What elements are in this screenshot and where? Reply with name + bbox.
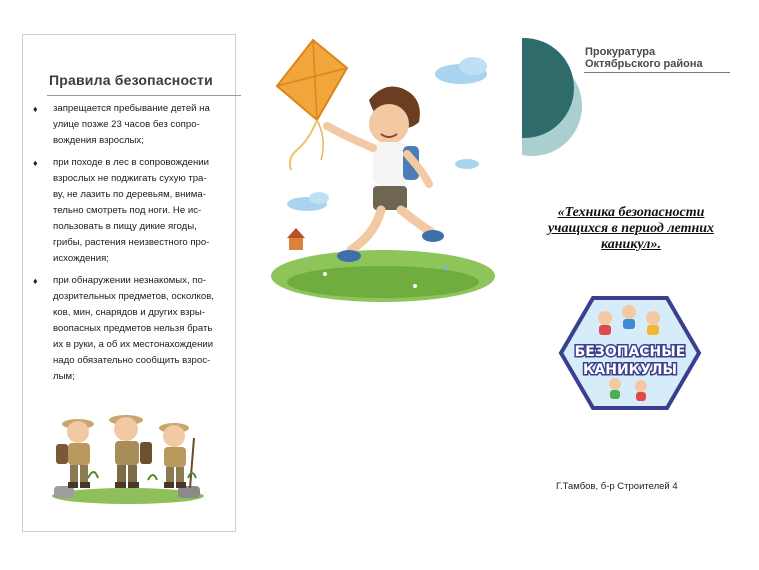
diamond-bullet-icon: ♦ xyxy=(33,276,38,286)
rule-line: тельно смотреть под ноги. Не ис- xyxy=(53,205,202,216)
rule-line: грибы, растения неизвестного про- xyxy=(53,237,210,248)
office-line-2: Октябрьского района xyxy=(585,58,703,70)
rule-line: их в руки, а об их местонахождении xyxy=(53,339,214,350)
safe-holidays-badge xyxy=(557,294,703,412)
rule-line: дозрительных предметов, осколков, xyxy=(53,291,214,302)
prosecutor-office-title xyxy=(585,46,703,70)
title-divider xyxy=(47,95,241,96)
rule-line: воопасных предметов нельзя брать xyxy=(53,323,213,334)
brochure-headline xyxy=(525,205,737,253)
badge-line-1: БЕЗОПАСНЫЕ xyxy=(574,344,686,360)
address: Г.Тамбов, б-р Строителей 4 xyxy=(556,481,678,492)
decorative-circles xyxy=(522,36,584,158)
panel-title: Правила безопасности xyxy=(49,72,213,88)
rules-list xyxy=(33,101,233,391)
rule-line: вождения взрослых; xyxy=(53,135,144,146)
rule-line: надо обязательно сообщить взрос- xyxy=(53,355,211,366)
office-line-1: Прокуратура xyxy=(585,46,656,58)
rule-item xyxy=(33,155,233,267)
rule-line: запрещается пребывание детей на xyxy=(53,103,210,114)
rule-item xyxy=(33,101,233,149)
hiking-kids-illustration xyxy=(48,408,206,504)
office-divider xyxy=(584,72,730,73)
rule-line: ков, мин, снарядов и других взры- xyxy=(53,307,205,318)
rule-line: при обнаружении незнакомых, по- xyxy=(53,275,207,286)
rule-line: исхождения; xyxy=(53,253,109,264)
boy-with-kite-illustration xyxy=(265,36,497,304)
diamond-bullet-icon: ♦ xyxy=(33,158,38,168)
rule-line: пользовать в пищу дикие ягоды, xyxy=(53,221,197,232)
diamond-bullet-icon: ♦ xyxy=(33,104,38,114)
headline-line-2: учащихся в период летних xyxy=(547,221,715,236)
rule-line: лым; xyxy=(53,371,75,382)
rule-item xyxy=(33,273,233,385)
rule-line: при походе в лес в сопровождении xyxy=(53,157,210,168)
rule-line: взрослых не поджигать сухую тра- xyxy=(53,173,207,184)
headline-line-3: каникул». xyxy=(601,237,661,252)
rule-line: ву, не лазить по деревьям, внима- xyxy=(53,189,206,200)
rule-line: улице позже 23 часов без сопро- xyxy=(53,119,200,130)
headline-line-1: «Техника безопасности xyxy=(557,205,705,220)
badge-line-2: КАНИКУЛЫ xyxy=(582,362,678,378)
